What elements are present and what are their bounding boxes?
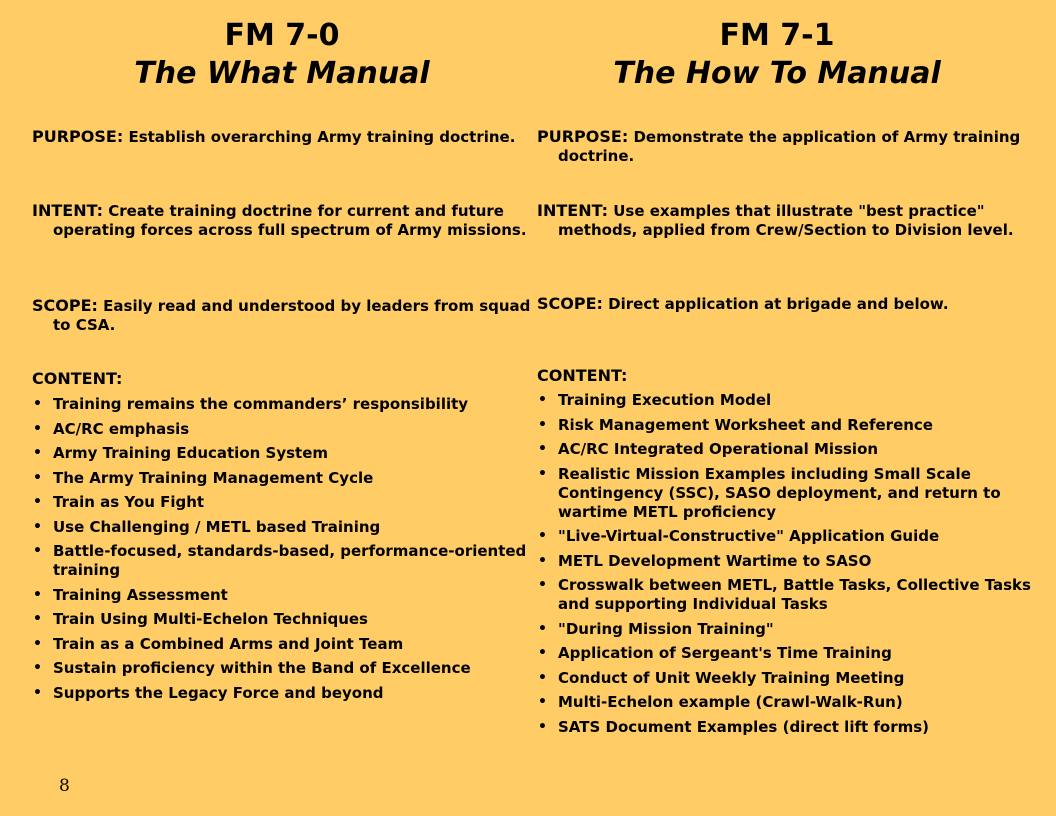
list-item-text: "During Mission Training"	[558, 619, 774, 638]
list-item-text: Training Execution Model	[558, 391, 772, 409]
list-item-text: "Live-Virtual-Constructive" Application Guide	[558, 527, 940, 545]
list-item-text: Army Training Education System	[53, 444, 329, 462]
list-item-text: Multi-Echelon example (Crawl-Walk-Run)	[558, 693, 903, 711]
bullet-icon: •	[33, 396, 42, 412]
list-item	[32, 395, 527, 414]
list-item-text: Use Challenging / METL based Training	[53, 517, 381, 536]
bullet-icon: •	[33, 611, 42, 627]
scope-text: Direct application at brigade and below.	[608, 295, 949, 313]
list-item-text: Training remains the commanders’ responsibility	[53, 395, 469, 413]
right-title-block	[542, 18, 1012, 94]
list-item	[537, 440, 1037, 459]
purpose-label: PURPOSE:	[537, 127, 629, 146]
left-title: FM 7-0	[224, 18, 340, 53]
right-scope	[537, 294, 1056, 314]
list-item-text: METL Development Wartime to SASO	[558, 551, 872, 570]
right-intent	[537, 201, 1056, 240]
list-item	[32, 469, 527, 488]
list-item	[32, 586, 527, 605]
scope-label: SCOPE:	[537, 294, 603, 313]
list-item-text: Sustain proficiency within the Band of Excellence	[53, 659, 471, 677]
list-item	[537, 669, 1037, 688]
bullet-icon: •	[33, 445, 42, 461]
list-item-text: Realistic Mission Examples including Small Scale Contingency (SSC), SASO deployment, and return to wartime METL proficiency	[558, 464, 1001, 521]
list-item	[537, 620, 1037, 639]
bullet-icon: •	[33, 635, 42, 652]
list-item-text: Application of Sergeant's Time Training	[558, 644, 892, 662]
list-item-text: AC/RC emphasis	[53, 419, 190, 438]
intent-label: INTENT:	[32, 201, 104, 220]
list-item	[537, 391, 1037, 410]
left-purpose	[32, 127, 548, 147]
left-subtitle: The What Manual	[134, 56, 430, 91]
bullet-icon: •	[33, 518, 42, 535]
list-item-text: Train Using Multi-Echelon Techniques	[53, 610, 368, 628]
list-item-text: Train as a Combined Arms and Joint Team	[53, 634, 404, 653]
list-item-text: The Army Training Management Cycle	[53, 468, 374, 487]
right-content-label: CONTENT:	[537, 366, 628, 385]
purpose-label: PURPOSE:	[32, 127, 124, 146]
bullet-icon: •	[538, 416, 547, 433]
list-item-text: Crosswalk between METL, Battle Tasks, Collective Tasks and supporting Individual Tasks	[558, 576, 1031, 613]
bullet-icon: •	[538, 694, 547, 710]
bullet-icon: •	[538, 528, 547, 544]
bullet-icon: •	[538, 669, 547, 686]
list-item-text: Training Assessment	[53, 585, 228, 604]
intent-label: INTENT:	[537, 201, 609, 220]
list-item	[32, 542, 527, 580]
bullet-icon: •	[538, 577, 547, 593]
list-item	[32, 635, 527, 654]
list-item	[537, 644, 1037, 663]
list-item-text: Supports the Legacy Force and beyond	[53, 683, 384, 702]
list-item	[32, 610, 527, 629]
left-content-label: CONTENT:	[32, 369, 123, 388]
left-content-list	[32, 395, 527, 708]
list-item-text: Train as You Fight	[53, 493, 205, 511]
list-item-text: Risk Management Worksheet and Reference	[558, 415, 933, 434]
list-item	[32, 659, 527, 678]
list-item	[537, 576, 1037, 614]
bullet-icon: •	[538, 392, 547, 408]
scope-text: Easily read and understood by leaders from squad to CSA.	[53, 297, 531, 334]
list-item	[537, 527, 1037, 546]
right-content-list	[537, 391, 1037, 742]
list-item-text: Battle-focused, standards-based, performance-oriented training	[53, 542, 527, 579]
bullet-icon: •	[33, 543, 42, 559]
right-purpose	[537, 127, 1056, 166]
scope-label: SCOPE:	[32, 296, 98, 315]
bullet-icon: •	[33, 469, 42, 486]
left-scope	[32, 296, 548, 335]
list-item	[537, 465, 1037, 522]
page-number: 8	[59, 776, 70, 796]
right-title: FM 7-1	[719, 18, 835, 53]
bullet-icon: •	[33, 586, 42, 603]
bullet-icon: •	[538, 645, 547, 661]
intent-text: Use examples that illustrate "best practice" methods, applied from Crew/Section to Division level.	[558, 202, 1014, 239]
bullet-icon: •	[538, 620, 547, 637]
list-item	[32, 518, 527, 537]
intent-text: Create training doctrine for current and future operating forces across full spectrum of Army missions.	[53, 202, 527, 239]
bullet-icon: •	[538, 718, 547, 735]
list-item-text: AC/RC Integrated Operational Mission	[558, 440, 879, 458]
left-intent	[32, 201, 548, 240]
list-item-text: Conduct of Unit Weekly Training Meeting	[558, 668, 905, 687]
bullet-icon: •	[538, 465, 547, 482]
right-subtitle: The How To Manual	[613, 56, 941, 91]
list-item	[32, 684, 527, 703]
list-item	[537, 693, 1037, 712]
purpose-text: Demonstrate the application of Army training doctrine.	[558, 128, 1021, 165]
bullet-icon: •	[538, 441, 547, 457]
purpose-text: Establish overarching Army training doctrine.	[128, 128, 516, 146]
list-item	[537, 552, 1037, 571]
list-item	[32, 420, 527, 439]
left-title-block	[72, 18, 492, 94]
list-item-text: SATS Document Examples (direct lift forms)	[558, 717, 930, 736]
list-item	[32, 493, 527, 512]
bullet-icon: •	[33, 494, 42, 510]
bullet-icon: •	[33, 420, 42, 437]
bullet-icon: •	[33, 660, 42, 676]
list-item	[537, 416, 1037, 435]
bullet-icon: •	[33, 684, 42, 701]
list-item	[537, 718, 1037, 737]
bullet-icon: •	[538, 552, 547, 569]
list-item	[32, 444, 527, 463]
